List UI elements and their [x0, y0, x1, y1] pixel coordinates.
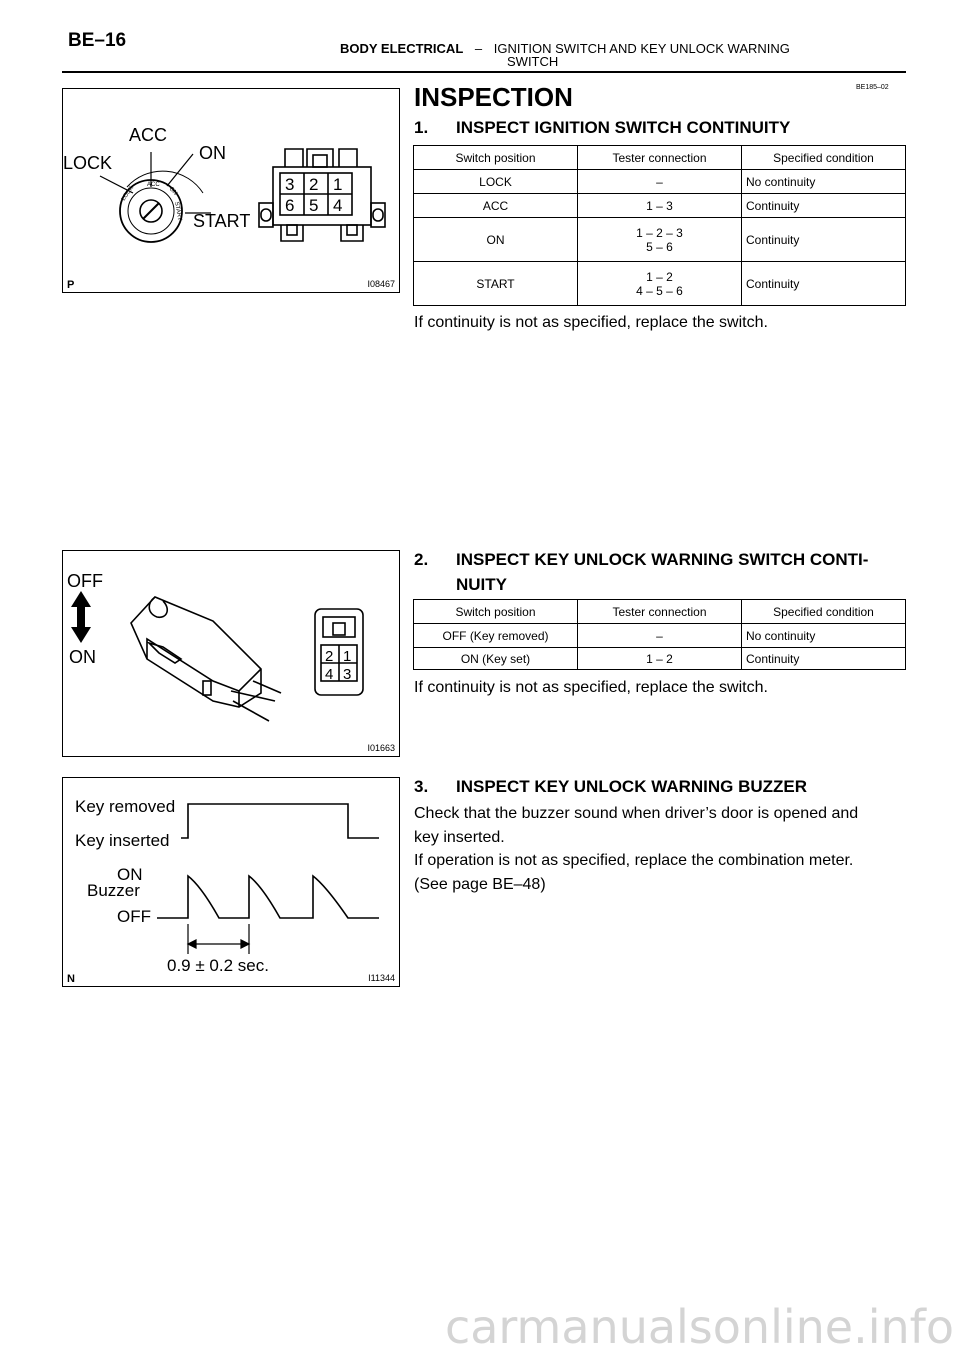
key-removed-label: Key removed — [75, 797, 176, 816]
step3-line: key inserted. — [414, 828, 505, 846]
table-cell: OFF (Key removed) — [414, 624, 578, 648]
key-unlock-switch-illustration — [63, 551, 398, 755]
terminal-4: 4 — [325, 666, 334, 683]
table-row — [414, 218, 906, 262]
figure-letter: P — [67, 279, 75, 291]
figure-letter: N — [67, 973, 75, 985]
start-label: START — [193, 211, 251, 231]
connection-line: 5 – 6 — [646, 239, 673, 254]
table-cell: – — [578, 624, 742, 648]
step2-title-cont: NUITY — [456, 575, 507, 594]
connection-line: 1 – 2 – 3 — [636, 225, 683, 240]
table-cell: 1 – 3 — [578, 194, 742, 218]
document-code: BE185–02 — [856, 84, 889, 91]
off-label: OFF — [67, 571, 103, 591]
table-header-row — [414, 146, 906, 170]
terminal-1: 1 — [343, 648, 352, 665]
terminal-2: 2 — [309, 175, 319, 194]
table-header: Switch position — [414, 600, 578, 624]
running-header — [340, 42, 790, 68]
lock-label: LOCK — [63, 153, 113, 173]
acc-label: ACC — [129, 125, 168, 145]
buzzer-timing-diagram — [63, 778, 398, 985]
table-row — [414, 262, 906, 306]
table-cell: START — [414, 262, 578, 306]
header-rule — [62, 71, 906, 73]
step1-number: 1. — [414, 118, 429, 137]
buzzer-on-label: ON — [117, 865, 143, 884]
step1-title: INSPECT IGNITION SWITCH CONTINUITY — [456, 118, 791, 137]
terminal-3: 3 — [285, 175, 295, 194]
table-cell — [578, 262, 742, 306]
terminal-1: 1 — [333, 175, 343, 194]
table-cell: Continuity — [742, 262, 906, 306]
step2-heading — [414, 547, 868, 597]
interval-dimension — [188, 924, 249, 954]
subject-title-cont: SWITCH — [507, 54, 559, 69]
table-cell: Continuity — [742, 194, 906, 218]
terminal-3: 3 — [343, 666, 352, 683]
dial-on-text: ON — [167, 186, 179, 197]
switch-connector — [259, 149, 385, 241]
page-number: BE–16 — [68, 30, 127, 51]
table-row — [414, 648, 906, 670]
buzzer-off-label: OFF — [117, 907, 151, 926]
step3-title: INSPECT KEY UNLOCK WARNING BUZZER — [456, 777, 808, 796]
key-unlock-switch-figure — [62, 550, 400, 757]
table-row — [414, 624, 906, 648]
table-cell: ACC — [414, 194, 578, 218]
figure-code: I08467 — [367, 279, 395, 289]
step2-number: 2. — [414, 550, 429, 569]
table-header-row — [414, 600, 906, 624]
ignition-continuity-table — [413, 145, 906, 306]
key-switch-continuity-table — [413, 599, 906, 670]
step3-number: 3. — [414, 777, 429, 796]
step1-note: If continuity is not as specified, replace the switch. — [414, 314, 768, 331]
table-header: Specified condition — [742, 600, 906, 624]
subject-title: IGNITION SWITCH AND KEY UNLOCK WARNING — [493, 41, 790, 56]
step1-heading — [414, 118, 790, 138]
table-header: Switch position — [414, 146, 578, 170]
step3-line: (See page BE–48) — [414, 875, 546, 893]
step3-body — [414, 802, 858, 896]
terminal-5: 5 — [309, 196, 319, 215]
table-cell: – — [578, 170, 742, 194]
switch-connector — [315, 609, 363, 695]
table-header: Specified condition — [742, 146, 906, 170]
table-cell — [578, 218, 742, 262]
up-down-arrow-icon — [71, 591, 91, 643]
table-cell: ON (Key set) — [414, 648, 578, 670]
step3-line: If operation is not as specified, replace the combination meter. — [414, 852, 854, 869]
step2-note: If continuity is not as specified, replace the switch. — [414, 679, 768, 696]
figure-code: I01663 — [367, 743, 395, 753]
table-row — [414, 170, 906, 194]
header-dash: – — [474, 41, 483, 56]
buzzer-label: Buzzer — [87, 881, 140, 900]
table-cell: Continuity — [742, 218, 906, 262]
step3-heading — [414, 777, 807, 797]
terminal-2: 2 — [325, 648, 334, 665]
table-cell: Continuity — [742, 648, 906, 670]
section-title: BODY ELECTRICAL — [340, 41, 464, 56]
table-header: Tester connection — [578, 146, 742, 170]
table-row — [414, 194, 906, 218]
terminal-6: 6 — [285, 196, 295, 215]
connection-line: 1 – 2 — [646, 269, 673, 284]
connection-line: 4 – 5 – 6 — [636, 283, 683, 298]
table-cell: ON — [414, 218, 578, 262]
table-cell: No continuity — [742, 624, 906, 648]
buzzer-signal-trace — [157, 876, 379, 918]
step3-line: Check that the buzzer sound when driver’s door is opened and — [414, 805, 859, 822]
inspection-title: INSPECTION — [414, 82, 573, 112]
ignition-switch-figure — [62, 88, 400, 293]
dial-start-text: START — [173, 201, 183, 222]
switch-body — [131, 597, 281, 721]
key-inserted-label: Key inserted — [75, 831, 170, 850]
interval-label: 0.9 ± 0.2 sec. — [167, 956, 269, 975]
step2-title: INSPECT KEY UNLOCK WARNING SWITCH CONTI- — [456, 550, 869, 569]
table-header: Tester connection — [578, 600, 742, 624]
table-cell: LOCK — [414, 170, 578, 194]
dial-acc-text: ACC — [147, 182, 160, 188]
terminal-4: 4 — [333, 196, 343, 215]
table-cell: 1 – 2 — [578, 648, 742, 670]
buzzer-timing-figure — [62, 777, 400, 987]
on-label: ON — [199, 143, 226, 163]
dial-lock-text: LOCK — [120, 185, 136, 203]
table-cell: No continuity — [742, 170, 906, 194]
figure-code: I11344 — [368, 973, 395, 983]
ignition-switch-illustration — [63, 89, 398, 291]
watermark: carmanualsonline.info — [444, 1300, 954, 1354]
key-signal-trace — [181, 804, 379, 838]
on-label: ON — [69, 647, 96, 667]
